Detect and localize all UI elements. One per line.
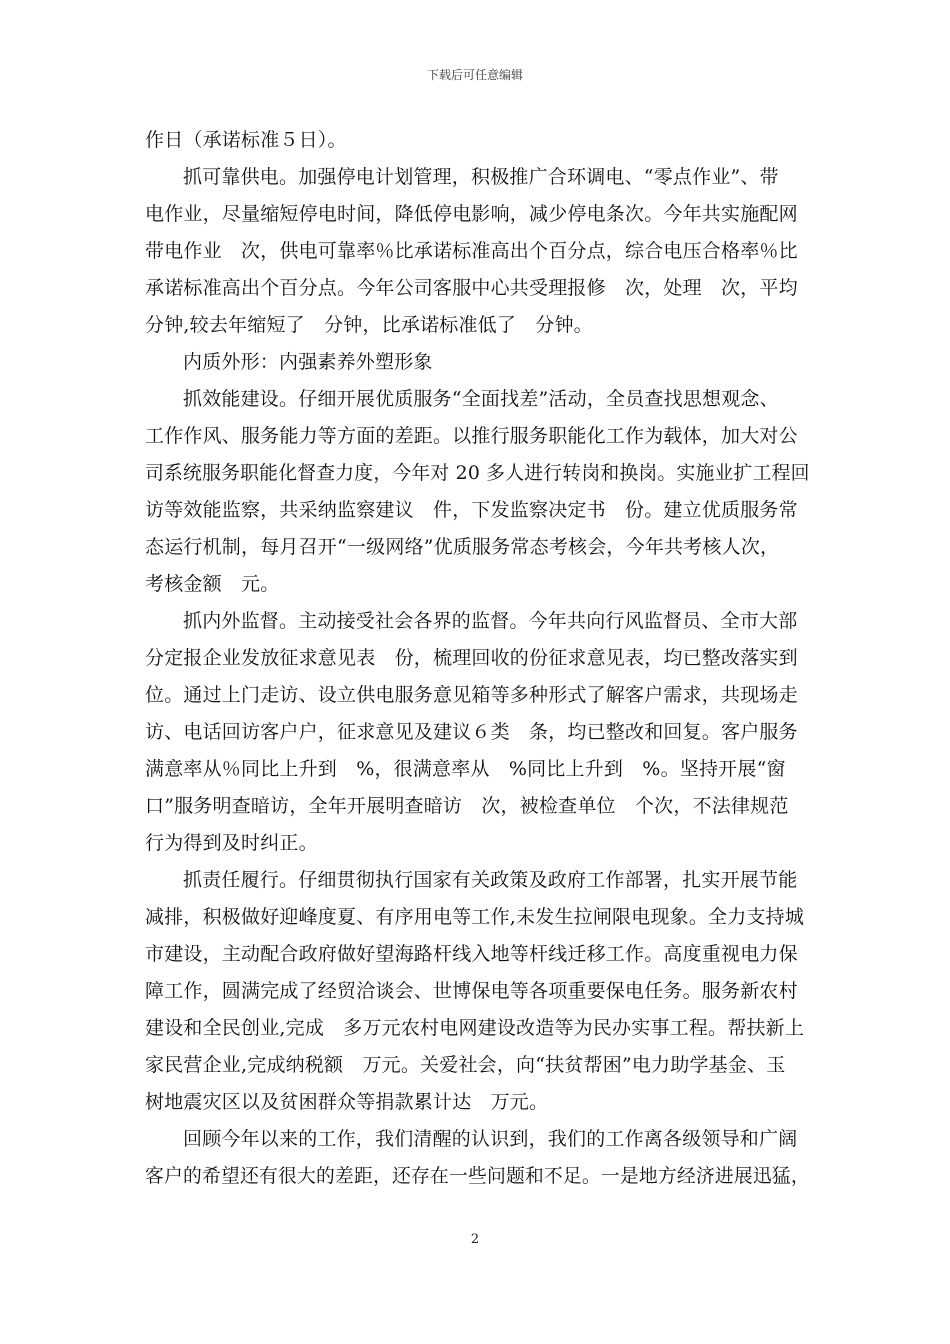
paragraph-first-line: 抓责任履行。仔细贯彻执行国家有关政策及政府工作部署，扎实开展节能 (183, 869, 798, 891)
text-line: 市建设，主动配合政府做好望海路杆线入地等杆线迁移工作。高度重视电力保 (145, 943, 798, 965)
text-line: 分钟,较去年缩短了 分钟，比承诺标准低了 分钟。 (145, 314, 593, 336)
paragraph-first-line: 回顾今年以来的工作，我们清醒的认识到，我们的工作离各级领导和广阔 (183, 1128, 798, 1150)
text-line: 作日（承诺标准５日）。 (145, 129, 347, 151)
text-line: 口”服务明查暗访，全年开展明查暗访 次，被检查单位 个次，不法律规范 (145, 795, 789, 817)
text-line: 访、电话回访客户户，征求意见及建议６类 条，均已整改和回复。客户服务 (145, 721, 798, 743)
text-line: 家民营企业,完成纳税额 万元。关爱社会，向“扶贫帮困”电力助学基金、玉 (145, 1054, 786, 1076)
text-line: 位。通过上门走访、设立供电服务意见箱等多种形式了解客户需求，共现场走 (145, 684, 798, 706)
text-line: 行为得到及时纠正。 (145, 832, 318, 854)
paragraph-first-line: 内质外形：内强素养外塑形象 (183, 351, 433, 373)
document-body (145, 122, 810, 1195)
text-line: 分定报企业发放征求意见表 份，梳理回收的份征求意见表，均已整改落实到 (145, 647, 798, 669)
text-line: 考核金额 元。 (145, 573, 280, 595)
text-line: 工作作风、服务能力等方面的差距。以推行服务职能化工作为载体，加大对公 (145, 425, 798, 447)
paragraph-first-line: 抓内外监督。主动接受社会各界的监督。今年共向行风监督员、全市大部 (183, 610, 798, 632)
text-line: 态运行机制，每月召开“一级网络”优质服务常态考核会，今年共考核人次， (145, 536, 780, 558)
text-line: 减排，积极做好迎峰度夏、有序用电等工作,未发生拉闸限电现象。全力支持城 (145, 906, 805, 928)
text-line: 满意率从％同比上升到 %，很满意率从 %同比上升到 %。坚持开展“窗 (145, 758, 786, 780)
text-line: 树地震灾区以及贫困群众等捐款累计达 万元。 (145, 1091, 549, 1113)
text-line: 客户的希望还有很大的差距，还存在一些问题和不足。一是地方经济进展迅猛， (145, 1166, 810, 1187)
paragraph-first-line: 抓效能建设。仔细开展优质服务“全面找差”活动，全员查找思想观念、 (183, 388, 779, 410)
text-line: 障工作，圆满完成了经贸洽谈会、世博保电等各项重要保电任务。服务新农村 (145, 980, 798, 1002)
page-header: 下载后可任意编辑 (426, 68, 523, 82)
page-number: 2 (470, 1232, 480, 1247)
text-line: 承诺标准高出个百分点。今年公司客服中心共受理报修 次，处理 次，平均 (145, 277, 798, 299)
text-line: 电作业，尽量缩短停电时间，降低停电影响，减少停电条次。今年共实施配网 (145, 203, 798, 225)
text-line: 建设和全民创业,完成 多万元农村电网建设改造等为民办实事工程。帮扶新上 (145, 1017, 805, 1039)
text-line: 访等效能监察，共采纳监察建议 件，下发监察决定书 份。建立优质服务常 (145, 499, 798, 521)
text-line: 司系统服务职能化督查力度，今年对 20 多人进行转岗和换岗。实施业扩工程回 (145, 463, 810, 484)
paragraph-first-line: 抓可靠供电。加强停电计划管理，积极推广合环调电、“零点作业”、带 (183, 166, 779, 188)
text-line: 带电作业 次，供电可靠率％比承诺标准高出个百分点，综合电压合格率％比 (145, 240, 798, 262)
